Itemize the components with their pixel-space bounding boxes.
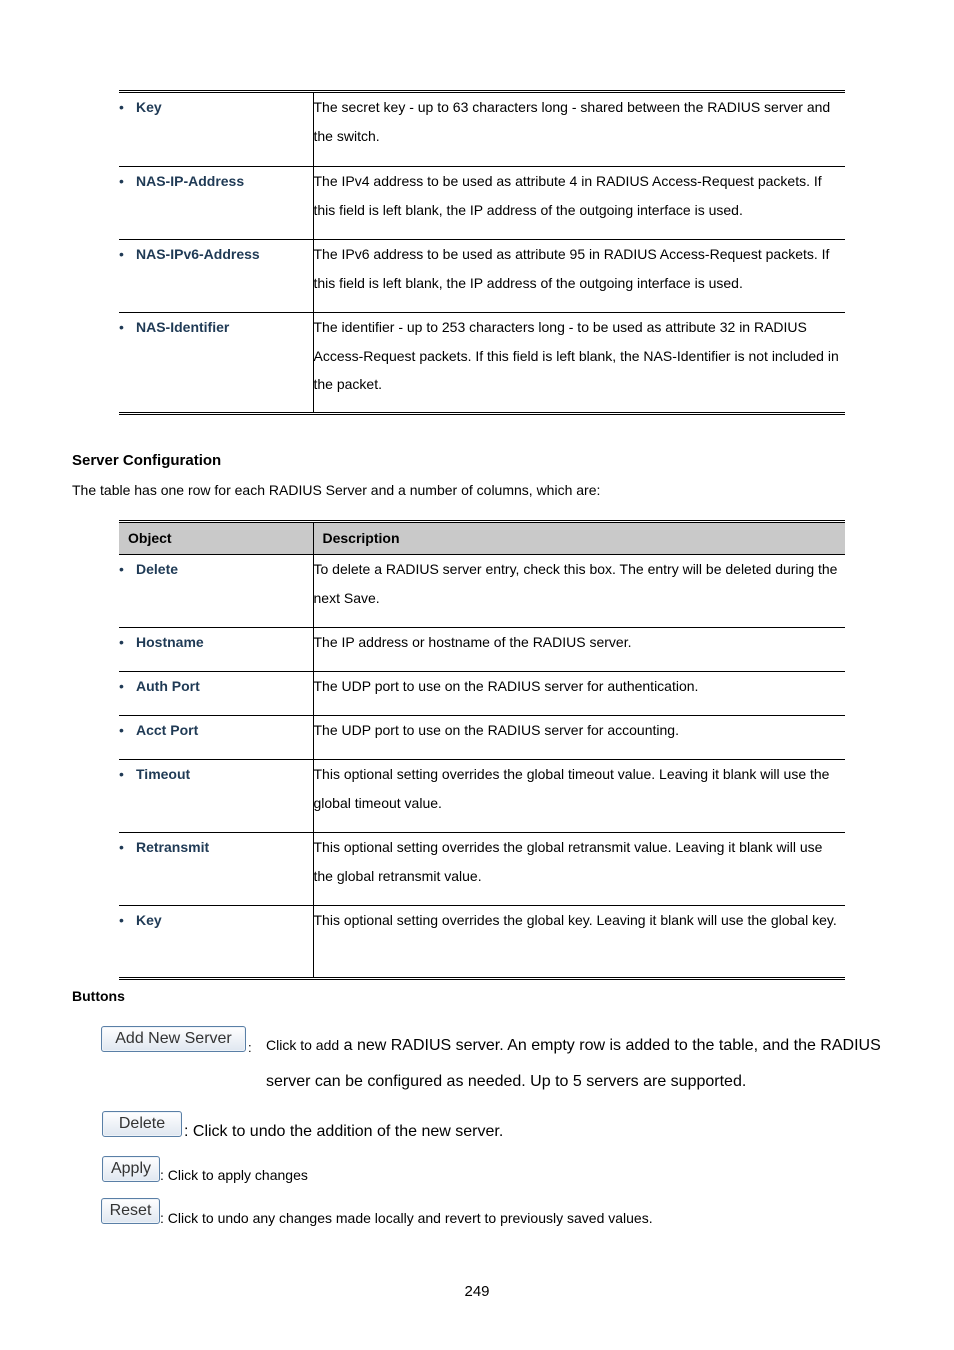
object-description: The UDP port to use on the RADIUS server for authentication. [313, 678, 699, 694]
table-row [119, 240, 845, 313]
apply-description: : Click to apply changes [160, 1167, 308, 1183]
bullet-icon: • [119, 561, 124, 577]
bullet-icon: • [119, 99, 124, 115]
buttons-title: Buttons [72, 988, 125, 1004]
object-description: The UDP port to use on the RADIUS server for accounting. [313, 722, 679, 738]
table-row [119, 555, 845, 628]
section-intro: The table has one row for each RADIUS Server and a number of columns, which are: [72, 482, 601, 498]
object-term: NAS-IPv6-Address [136, 246, 260, 262]
add-new-server-text-line2: server can be configured as needed. Up to 5 servers are supported. [266, 1073, 747, 1090]
object-term: Hostname [136, 634, 204, 650]
bullet-icon: • [119, 173, 124, 189]
object-description: The IPv4 address to be used as attribute 4 in RADIUS Access-Request packets. If this field is left blank, the IP address of the outgoing interface is used. [313, 173, 822, 218]
bullet-icon: • [119, 678, 124, 694]
object-term: Key [136, 912, 162, 928]
object-description: The IPv6 address to be used as attribute 95 in RADIUS Access-Request packets. If this field is left blank, the IP address of the outgoing interface is used. [313, 246, 830, 291]
column-header-description: Description [313, 522, 845, 555]
object-term: Key [136, 99, 162, 115]
delete-button[interactable]: Delete [102, 1111, 182, 1137]
add-new-server-description [266, 1037, 881, 1055]
column-header-object: Object [119, 522, 313, 555]
object-description: The IP address or hostname of the RADIUS server. [313, 634, 632, 650]
object-description: This optional setting overrides the global retransmit value. Leaving it blank will use the global retransmit value. [313, 839, 823, 884]
table-row [119, 672, 845, 716]
object-description: The secret key - up to 63 characters long - shared between the RADIUS server and the switch. [313, 99, 831, 144]
bullet-icon: • [119, 839, 124, 855]
object-term: Timeout [136, 766, 191, 782]
page-number: 249 [464, 1283, 490, 1300]
reset-button[interactable]: Reset [101, 1198, 160, 1224]
add-new-server-separator: : [248, 1040, 252, 1055]
server-config-table [119, 520, 845, 980]
table-row [119, 716, 845, 760]
object-description: The identifier - up to 253 characters long - to be used as attribute 32 in RADIUS Access-Request packets. If this field is left blank, the NAS-Identifier is not included in the packet. [313, 319, 839, 392]
section-title: Server Configuration [72, 452, 222, 469]
object-term: NAS-Identifier [136, 319, 230, 335]
bullet-icon: • [119, 246, 124, 262]
object-term: Retransmit [136, 839, 210, 855]
add-new-server-text-line1: a new RADIUS server. An empty row is added to the table, and the RADIUS [339, 1037, 881, 1054]
table-row [119, 833, 845, 906]
object-term: Acct Port [136, 722, 199, 738]
radius-global-table [119, 90, 845, 415]
bullet-icon: • [119, 766, 124, 782]
table-row [119, 906, 845, 979]
table-header-row [119, 522, 845, 555]
bullet-icon: • [119, 634, 124, 650]
bullet-icon: • [119, 319, 124, 335]
table-row [119, 760, 845, 833]
bullet-icon: • [119, 912, 124, 928]
table-row [119, 92, 845, 167]
object-term: Auth Port [136, 678, 200, 694]
object-description: To delete a RADIUS server entry, check this box. The entry will be deleted during the next Save. [313, 561, 838, 606]
table-row [119, 628, 845, 672]
apply-button[interactable]: Apply [102, 1156, 160, 1182]
object-description: This optional setting overrides the global timeout value. Leaving it blank will use the global timeout value. [313, 766, 830, 811]
object-term: NAS-IP-Address [136, 173, 245, 189]
object-term: Delete [136, 561, 179, 577]
add-new-server-button[interactable]: Add New Server [101, 1026, 246, 1052]
table-row [119, 313, 845, 414]
table-row [119, 167, 845, 240]
bullet-icon: • [119, 722, 124, 738]
object-description: This optional setting overrides the global key. Leaving it blank will use the global key. [313, 912, 837, 928]
delete-description: : Click to undo the addition of the new server. [184, 1123, 504, 1140]
reset-description: : Click to undo any changes made locally and revert to previously saved values. [160, 1210, 653, 1226]
add-new-server-text-small: Click to add [266, 1037, 340, 1053]
